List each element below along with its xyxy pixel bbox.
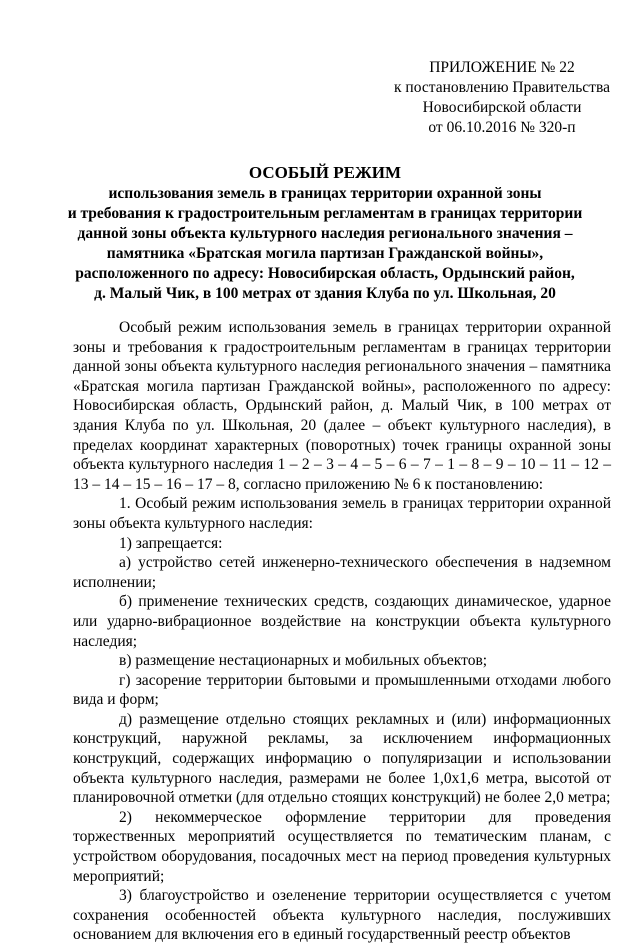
appendix-reference: к постановлению Правительства (394, 79, 610, 96)
document-heading (60, 162, 590, 304)
appendix-region: Новосибирской области (422, 99, 582, 116)
clause-1-prohibited: 1) запрещается: (119, 534, 223, 552)
clause-2: 2) некоммерческое оформление территории для проведения торжественных мероприятий осуществляется по тематическим планам, с устройством оборудования, посадочных мест на период проведения культурных мероприятий; (73, 808, 611, 885)
document-title: ОСОБЫЙ РЕЖИМ (248, 163, 402, 182)
section-1-heading: 1. Особый режим использования земель в границах территории охранной зоны объекта культурного наследия: (73, 495, 611, 532)
item-d: д) размещение отдельно стоящих рекламных и (или) информационных конструкций, наружной рекламы, за исключением информационных конструкций, содержащих информацию о популяризации и использовании объекта культурного наследия, размерами не более 1,0х1,6 метра, высотой от планировочной отметки (для отдельно стоящих конструкций) не более 2,0 метра; (73, 710, 611, 807)
document-body (73, 318, 611, 945)
heading-line: расположенного по адресу: Новосибирская область, Ордынский район, (75, 265, 575, 282)
appendix-block (392, 58, 612, 138)
item-a: а) устройство сетей инженерно-технического обеспечения в надземном исполнении; (73, 554, 611, 591)
item-b: б) применение технических средств, создающих динамическое, ударное или ударно-вибрационное воздействие на конструкции объекта культурного наследия; (73, 593, 611, 650)
clause-3: 3) благоустройство и озеленение территории осуществляется с учетом сохранения особенностей объекта культурного наследия, послуживших основанием для включения его в единый государственный реестр объектов (73, 887, 611, 944)
heading-line: использования земель в границах территории охранной зоны (108, 185, 542, 202)
appendix-number: ПРИЛОЖЕНИЕ № 22 (429, 59, 575, 76)
heading-line: и требования к градостроительным регламентам в границах территории (67, 205, 583, 222)
heading-line: данной зоны объекта культурного наследия регионального значения – (77, 225, 573, 242)
intro-paragraph: Особый режим использования земель в границах территории охранной зоны и требования к градостроительным регламентам в границах территории данной зоны объекта культурного наследия регионального значения – памятника «Братская могила партизан Гражданской войны», расположенного по адресу: Новосибирская область, Ордынский район, д. Малый Чик, в 100 метрах от здания Клуба по ул. Школьная, 20 (далее – объект культурного наследия), в пределах координат характерных (поворотных) точек границы охранной зоны объекта культурного наследия 1 – 2 – 3 – 4 – 5 – 6 – 7 – 1 – 8 – 9 – 10 – 11 – 12 – 13 – 14 – 15 – 16 – 17 – 8, согласно приложению № 6 к постановлению: (73, 319, 611, 493)
item-v: в) размещение нестационарных и мобильных объектов; (119, 652, 488, 670)
appendix-date: от 06.10.2016 № 320-п (428, 119, 576, 136)
heading-line: памятника «Братская могила партизан Гражданской войны», (106, 245, 544, 262)
heading-line: д. Малый Чик, в 100 метрах от здания Клуба по ул. Школьная, 20 (94, 285, 556, 302)
item-g: г) засорение территории бытовыми и промышленными отходами любого вида и форм; (73, 671, 611, 709)
